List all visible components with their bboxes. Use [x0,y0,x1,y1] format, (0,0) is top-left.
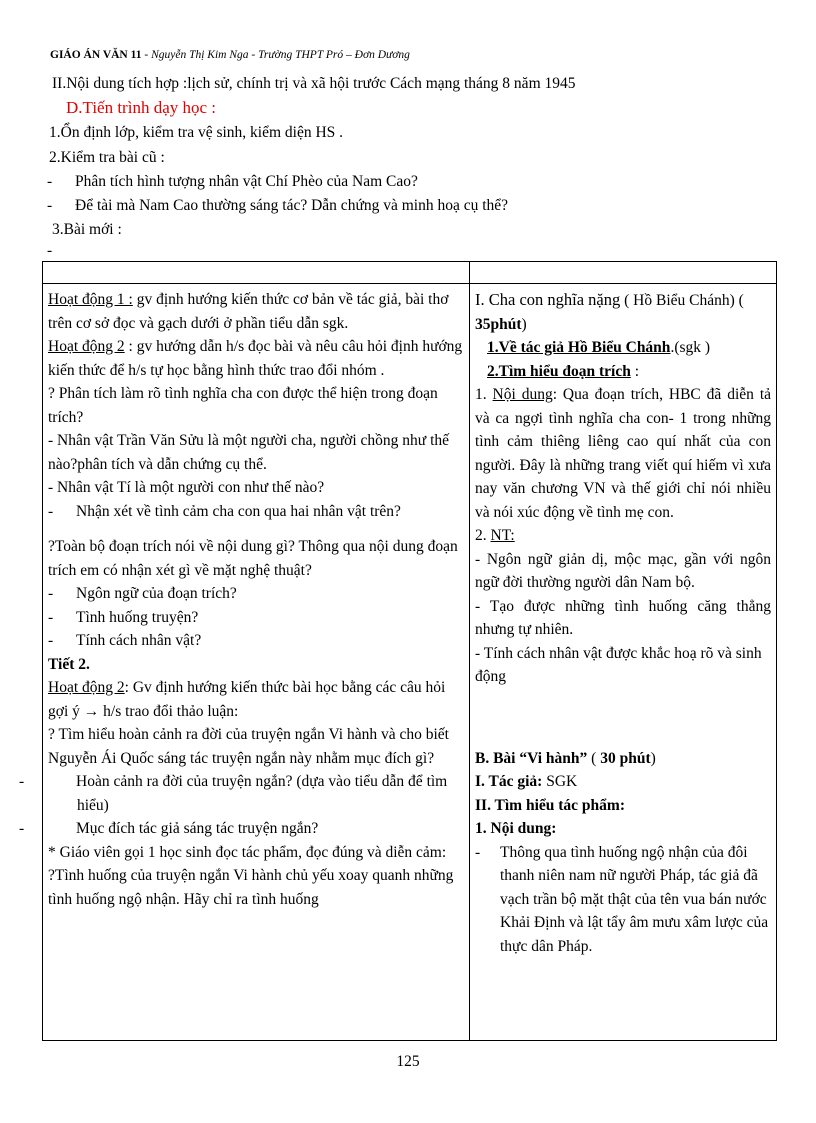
question-f: - Ngôn ngữ của đoạn trích? [48,585,237,602]
question-d-text: Nhận xét về tình cảm cha con qua hai nhân vật trên? [76,502,401,520]
activity-2-text: : gv hướng dẫn h/s đọc bài và nêu câu hỏi định hướng kiến thức để h/s tự học bằng hình thức trao đổi nhóm . [48,338,463,379]
part-b-open: ( [587,749,601,767]
question-i: ? Tìm hiểu hoàn cảnh ra đời của truyện ngắn Vi hành và cho biết Nguyễn Ái Quốc sáng tác truyện ngắn này nhằm mục đích gì? [48,726,449,767]
activities-column [19,284,470,1041]
part-i-title: I. Cha con nghĩa nặng [475,290,621,309]
question-h: - Tính cách nhân vật? [48,632,202,649]
question-b: - Nhân vật Trần Văn Sửu là một người cha, người chồng như thế nào?phân tích và dẫn chứng cụ thể. [48,432,450,473]
table-empty-row [43,262,777,284]
question-g-text: Tình huống truyện? [76,608,199,626]
content-text: : Qua đoạn trích, HBC đã diễn tả và ca ngợi tình nghĩa cha con- 1 trong những tình cảm thiêng liêng cao quí nhất của con người. Đây là những trang viết quí hiếm vì xưa nay văn chương VN và thế giới chỉ nói nhiều và nói xúc động về tình mẹ con. [475,386,772,521]
part-b-time: 30 phút [600,749,651,767]
step-2: 2.Kiểm tra bài cũ : [49,149,165,166]
page-header [50,49,410,61]
part-i-time: 35phút [475,315,522,333]
question-h-text: Tính cách nhân vật? [76,632,202,649]
activity-2b-label: Hoạt động 2 [48,679,125,696]
question-a: ? Phân tích làm rõ tình nghĩa cha con được thể hiện trong đoạn trích? [48,385,438,426]
content-2-text: Thông qua tình huống ngộ nhận của đôi thanh niên nam nữ người Pháp, tác giả đã vạch trần bộ mặt thật của tên vua bán nước Khải Định và lật tẩy âm mưu xâm lược của thực dân Pháp. [500,843,769,955]
activity-1-label: Hoạt động 1 : [48,291,133,308]
part-i-author: ( Hồ Biểu Chánh) ( [620,292,744,309]
activity-2b-text-a: : Gv định hướng kiến thức bài học bằng các câu hỏi gợi ý [48,679,446,720]
question-c: - Nhân vật Tí là một người con như thế nào? [48,479,325,496]
question-d: - Nhận xét về tình cảm cha con qua hai nhân vật trên? [48,502,401,520]
page-number: 125 [396,1053,420,1070]
review-question-1-text: Phân tích hình tượng nhân vật Chí Phèo của Nam Cao? [75,173,418,190]
art-number: 2. [475,527,491,544]
integration-line: II.Nội dung tích hợp :lịch sử, chính trị và xã hội trước Cách mạng tháng 8 năm 1945 [52,75,576,92]
content-2-item: - Thông qua tình huống ngộ nhận của đôi thanh niên nam nữ người Pháp, tác giả đã vạch trần bộ mặt thật của tên vua bán nước Khải Định và lật tẩy âm mưu xâm lược của thực dân Pháp. [475,843,769,955]
question-k-text: Mục đích tác giả sáng tác truyện ngắn? [76,820,319,837]
author-text: SGK [542,773,578,790]
question-k: - Mục đích tác giả sáng tác truyện ngắn? [19,820,319,837]
activity-2b-text-b: h/s trao đổi thảo luận: [99,702,239,720]
question-m: ?Tình huống của truyện ngắn Vi hành chủ yếu xoay quanh những tình huống ngộ nhận. Hãy chỉ ra tình huống [48,867,454,908]
part-b-title: “Vi hành” [519,749,588,767]
part-b-label: B. Bài [475,749,520,767]
dash-marker: - [47,242,53,259]
header-author: - Nguyễn Thị Kim Nga - Trường THPT Pró – Đơn Dương [141,49,410,61]
empty-cell-right [470,262,777,284]
question-j-text: Hoàn cảnh ra đời của truyện ngắn? (dựa vào tiểu dẫn để tìm hiểu) [76,773,448,814]
part-b-close: ) [650,749,656,767]
art-point-b: - Tạo được những tình huống căng thẳng nhưng tự nhiên. [475,597,771,638]
section-d-heading: D.Tiến trình dạy học : [66,98,217,117]
arrow-icon: → [83,702,100,720]
lesson-period-2: Tiết 2. [48,655,90,673]
content-column [470,284,777,1041]
work-analysis-label: II. Tìm hiểu tác phẩm: [475,796,625,814]
content-label: Nội dung [492,386,553,403]
review-question-1: - Phân tích hình tượng nhân vật Chí Phèo của Nam Cao? [47,173,418,190]
author-label: I. Tác giả: [475,773,543,790]
question-j: - Hoàn cảnh ra đời của truyện ngắn? (dựa vào tiểu dẫn để tìm hiểu) [19,773,448,814]
empty-cell-left [43,262,470,284]
activity-2-label: Hoạt động 2 [48,338,125,355]
activity-1-text: gv định hướng kiến thức cơ bản về tác giả, bài thơ trên cơ sở đọc và gạch dưới ở phần tiểu dẫn sgk. [48,291,449,332]
step-1: 1.Ổn định lớp, kiểm tra vệ sinh, kiểm diện HS . [49,124,344,141]
content-number: 1. [475,386,493,403]
table-content-row [43,284,777,1041]
question-e: ?Toàn bộ đoạn trích nói về nội dung gì? Thông qua nội dung đoạn trích em có nhận xét gì về mặt nghệ thuật? [48,538,458,579]
content-2-label: 1. Nội dung: [475,820,557,837]
art-label: NT: [490,527,515,544]
question-f-text: Ngôn ngữ của đoạn trích? [76,585,237,602]
excerpt-section-label: 2.Tìm hiểu đoạn trích [487,362,631,380]
step-3: 3.Bài mới : [52,221,122,238]
teacher-note: * Giáo viên gọi 1 học sinh đọc tác phẩm, đọc đúng và diễn cảm: [48,843,447,861]
excerpt-section-rest: : [630,362,640,380]
art-point-c: - Tính cách nhân vật được khắc hoạ rõ và sinh động [475,644,762,685]
art-point-a: - Ngôn ngữ giản dị, mộc mạc, gần với ngôn ngữ đời thường người dân Nam bộ. [475,550,771,591]
lesson-table [19,261,777,1041]
review-question-2-text: Để tài mà Nam Cao thường sáng tác? Dẫn chứng và minh hoạ cụ thể? [75,197,509,214]
part-i-close: ) [521,315,527,333]
header-lead: GIÁO ÁN VĂN 11 [50,49,142,61]
review-question-2: - Để tài mà Nam Cao thường sáng tác? Dẫn chứng và minh hoạ cụ thể? [47,197,509,214]
author-section-label: 1.Về tác giả Hồ Biểu Chánh [487,339,671,356]
author-section-rest: .(sgk ) [670,339,711,356]
question-g: - Tình huống truyện? [48,608,199,626]
